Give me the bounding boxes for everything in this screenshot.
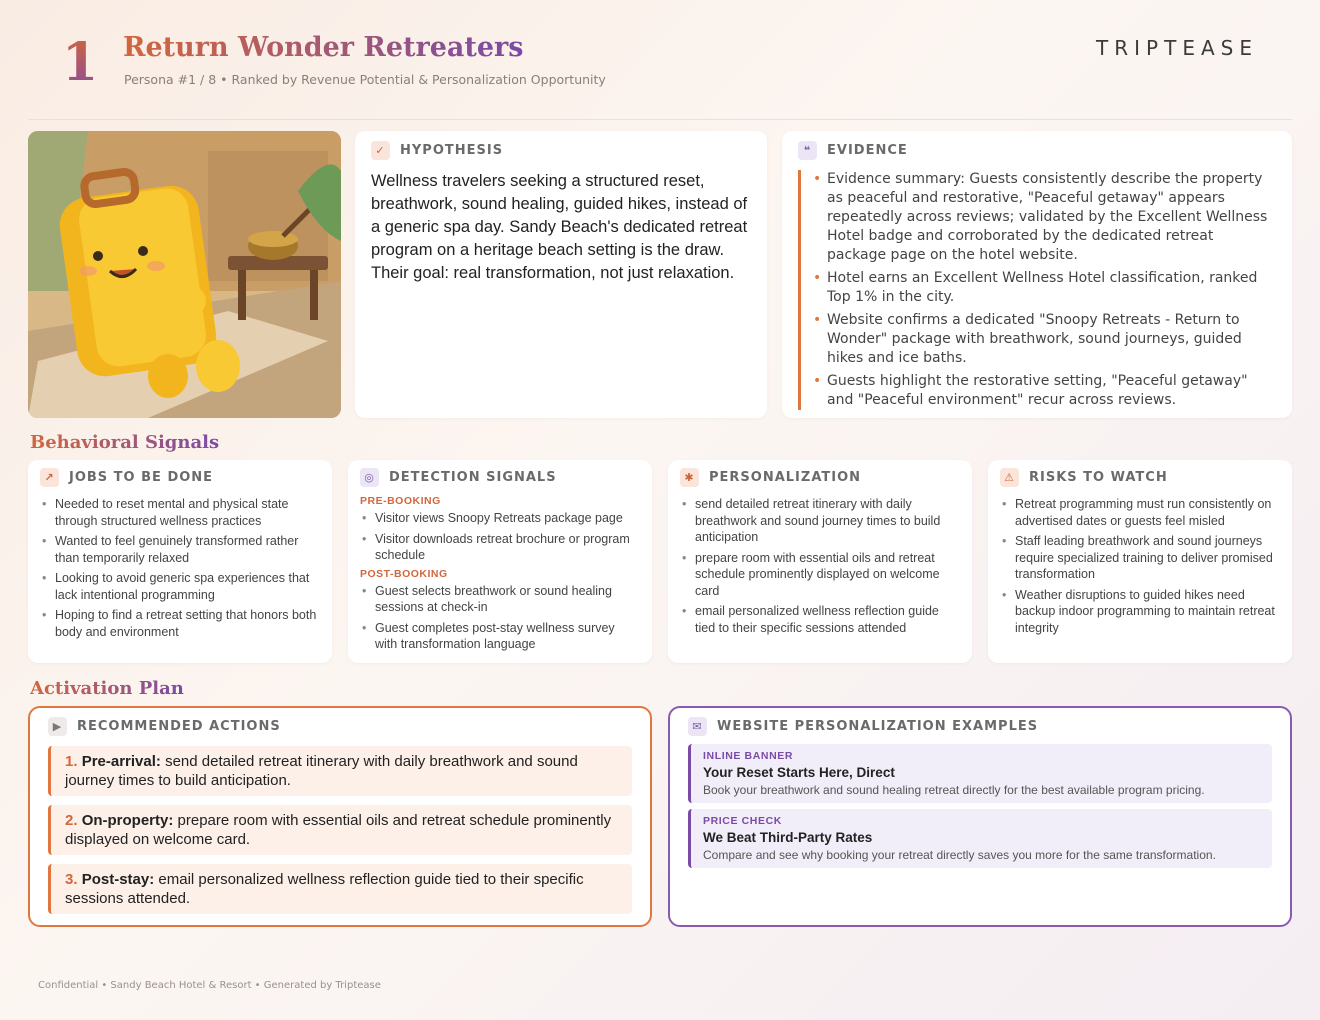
personalization-header xyxy=(680,468,960,487)
target-icon: ◎ xyxy=(360,468,379,487)
list-item: • Guest selects breathwork or sound healing sessions at check-in xyxy=(360,583,640,616)
list-item: • Visitor downloads retreat brochure or program schedule xyxy=(360,531,640,564)
mail-icon: ✉ xyxy=(688,717,707,736)
recommended-actions-card xyxy=(28,706,652,927)
evidence-label: EVIDENCE xyxy=(827,143,908,158)
detection-header xyxy=(360,468,640,487)
page-subtitle: Persona #1 / 8 • Ranked by Revenue Potential & Personalization Opportunity xyxy=(124,72,606,87)
list-item: • Hoping to find a retreat setting that honors both body and environment xyxy=(40,607,320,640)
action-item xyxy=(48,805,632,855)
list-item: • Staff leading breathwork and sound journeys require specialized training to deliver promised transformation xyxy=(1000,533,1280,583)
evidence-list xyxy=(798,170,1276,410)
example-inline-banner xyxy=(688,744,1272,803)
action-number: 3. xyxy=(65,871,78,888)
examples-label: WEBSITE PERSONALIZATION EXAMPLES xyxy=(717,719,1039,734)
personalization-label: PERSONALIZATION xyxy=(709,470,862,485)
jobs-label: JOBS TO BE DONE xyxy=(69,470,214,485)
activation-plan-title: Activation Plan xyxy=(30,678,184,699)
hypothesis-header xyxy=(371,141,751,160)
warning-icon: ⚠ xyxy=(1000,468,1019,487)
action-number: 2. xyxy=(65,812,78,829)
action-item xyxy=(48,746,632,796)
website-examples-card xyxy=(668,706,1292,927)
list-item: • email personalized wellness reflection guide tied to their specific sessions attended xyxy=(680,603,960,636)
example-tag: PRICE CHECK xyxy=(703,815,782,827)
personalization-card xyxy=(668,460,972,663)
jobs-list xyxy=(40,496,320,640)
example-tag: INLINE BANNER xyxy=(703,750,794,762)
example-headline: We Beat Third-Party Rates xyxy=(703,830,873,845)
pre-booking-label: PRE-BOOKING xyxy=(360,495,441,507)
action-label: On-property: xyxy=(81,812,174,829)
examples-header xyxy=(688,717,1272,736)
hypothesis-card xyxy=(355,131,767,418)
list-item: • Retreat programming must run consistently on advertised dates or guests feel misled xyxy=(1000,496,1280,529)
post-booking-list xyxy=(360,583,640,653)
example-price-check xyxy=(688,809,1272,868)
example-body: Book your breathwork and sound healing retreat directly for the best available program pricing. xyxy=(703,783,1205,797)
list-item: • Weather disruptions to guided hikes need backup indoor programming to maintain retreat integrity xyxy=(1000,587,1280,637)
action-number: 1. xyxy=(65,753,78,770)
evidence-item: • Website confirms a dedicated "Snoopy Retreats - Return to Wonder" package with breathwork, sound journeys, guided hikes and ice baths. xyxy=(815,311,1276,368)
risks-list xyxy=(1000,496,1280,636)
actions-header xyxy=(48,717,632,736)
actions-label: RECOMMENDED ACTIONS xyxy=(77,719,281,734)
action-text: email personalized wellness reflection guide tied to their specific sessions attended. xyxy=(65,871,584,907)
risks-card xyxy=(988,460,1292,663)
sparkle-icon: ✱ xyxy=(680,468,699,487)
jobs-header xyxy=(40,468,320,487)
page-header xyxy=(28,26,1292,120)
list-item: • Wanted to feel genuinely transformed rather than temporarily relaxed xyxy=(40,533,320,566)
evidence-item: • Evidence summary: Guests consistently describe the property as peaceful and restorative, "Peaceful getaway" appears repeatedly across reviews; validated by the Excellent Wellness Hotel badge and corroborated by the dedicated retreat package page on the hotel website. xyxy=(815,170,1276,265)
evidence-item: • Hotel earns an Excellent Wellness Hotel classification, ranked Top 1% in the city. xyxy=(815,269,1276,307)
check-icon: ✓ xyxy=(371,141,390,160)
hypothesis-label: HYPOTHESIS xyxy=(400,143,504,158)
list-item: • send detailed retreat itinerary with daily breathwork and sound journey times to build anticipation xyxy=(680,496,960,546)
list-item: • Needed to reset mental and physical state through structured wellness practices xyxy=(40,496,320,529)
evidence-header xyxy=(798,141,1276,160)
behavioral-signals-title: Behavioral Signals xyxy=(30,432,220,453)
arrow-up-right-icon: ↗ xyxy=(40,468,59,487)
action-text: send detailed retreat itinerary with daily breathwork and sound journey times to build anticipation. xyxy=(65,753,578,789)
hypothesis-text: Wellness travelers seeking a structured reset, breathwork, sound healing, guided hikes, instead of a generic spa day. Sandy Beach's dedicated retreat program on a heritage beach setting is the draw. Their goal: real transformation, not just relaxation. xyxy=(371,172,748,282)
evidence-item: • Guests highlight the restorative setting, "Peaceful getaway" and "Peaceful environment" recur across reviews. xyxy=(815,372,1276,410)
list-item: • Guest completes post-stay wellness survey with transformation language xyxy=(360,620,640,653)
detection-signals-card xyxy=(348,460,652,663)
post-booking-label: POST-BOOKING xyxy=(360,567,448,580)
page-title: Return Wonder Retreaters xyxy=(123,32,524,63)
personalization-list xyxy=(680,496,960,636)
quote-icon: ❝ xyxy=(798,141,817,160)
suitcase-character-image xyxy=(28,131,341,418)
persona-rank: 1 xyxy=(62,32,99,93)
example-headline: Your Reset Starts Here, Direct xyxy=(703,765,895,780)
jobs-to-be-done-card xyxy=(28,460,332,663)
action-label: Pre-arrival: xyxy=(81,753,161,770)
pre-booking-list xyxy=(360,510,640,564)
persona-illustration xyxy=(28,131,341,418)
brand-logo: TRIPTEASE xyxy=(1096,36,1258,60)
list-item: • Looking to avoid generic spa experiences that lack intentional programming xyxy=(40,570,320,603)
play-icon: ▶ xyxy=(48,717,67,736)
list-item: • Visitor views Snoopy Retreats package page xyxy=(360,510,640,527)
risks-label: RISKS TO WATCH xyxy=(1029,470,1168,485)
action-label: Post-stay: xyxy=(81,871,155,888)
action-text: prepare room with essential oils and retreat schedule prominently displayed on welcome card. xyxy=(65,812,612,848)
footer: Confidential • Sandy Beach Hotel & Resort • Generated by Triptease xyxy=(38,980,381,991)
action-item xyxy=(48,864,632,914)
risks-header xyxy=(1000,468,1280,487)
list-item: • prepare room with essential oils and retreat schedule prominently displayed on welcome card xyxy=(680,550,960,600)
detection-label: DETECTION SIGNALS xyxy=(389,470,557,485)
evidence-card xyxy=(782,131,1292,418)
example-body: Compare and see why booking your retreat directly saves you more for the same transformation. xyxy=(703,848,1216,862)
